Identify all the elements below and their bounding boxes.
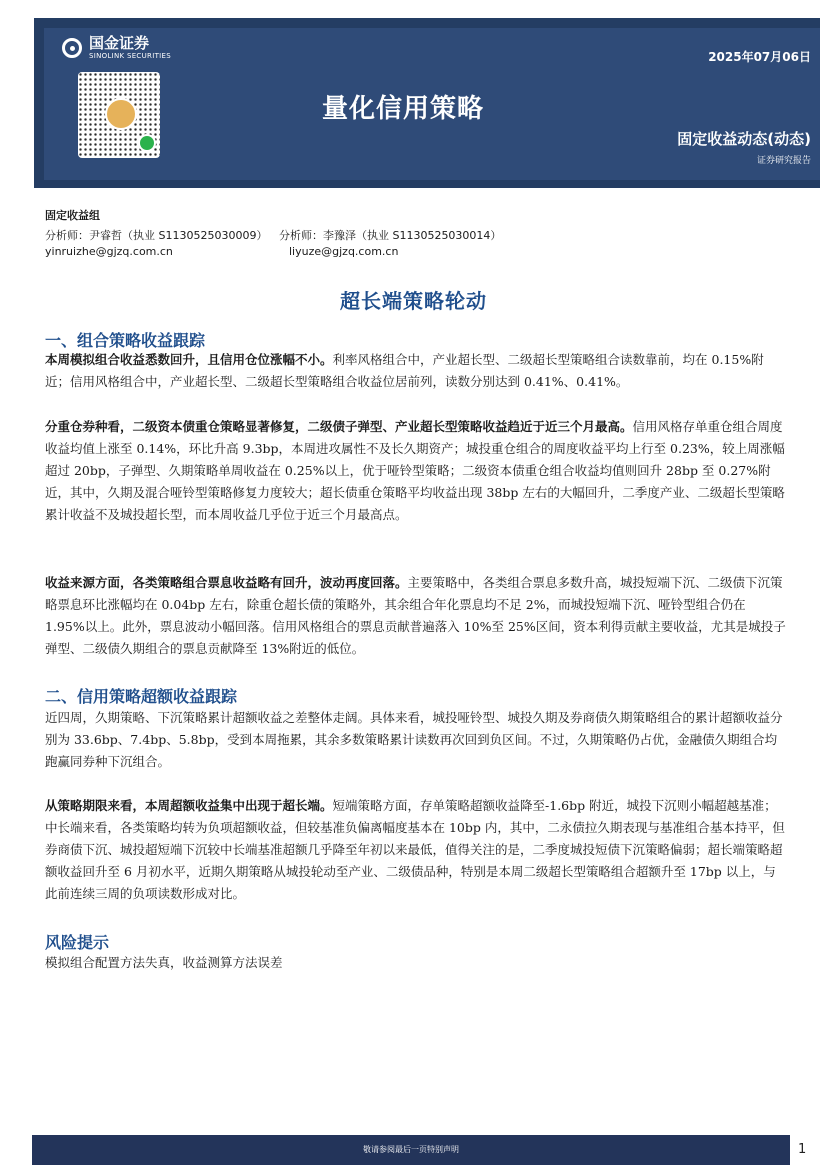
- paragraph: [45, 572, 787, 660]
- wechat-badge-icon: [138, 134, 156, 152]
- analyst-line: [45, 227, 509, 243]
- report-date: 2025年07月06日: [708, 50, 811, 64]
- analyst-1-email: yinruizhe@gjzq.com.cn: [45, 245, 173, 258]
- paragraph-body: 利率风格组合中，产业超长型、二级超长型策略组合读数靠前，均在 0.15%附近；信用风格组合中，产业超长型、二级超长型策略组合收益位居前列，读数分别达到 0.41%、0.41%。: [45, 352, 764, 389]
- paragraph: [45, 707, 787, 773]
- footer-disclaimer: 敬请参阅最后一页特别声明: [363, 1145, 459, 1154]
- paragraph-body: 信用风格存单重仓组合周度收益均值上涨至 0.14%，环比升高 9.3bp，本周进攻属性不及长久期资产；城投重仓组合的周度收益平均上行至 0.23%，较上周涨幅超过 20bp，子弹型、久期策略单周收益在 0.25%以上，优于哑铃型策略；二级资本债重仓组合收益均值则回升 28bp 至 0.27%附近，其中，久期及混合哑铃型策略修复力度较大；超长债重仓策略平均收益出现 38bp 左右的大幅回升，二季度产业、二级超长型策略累计收益不及城投超长型，而本周收益几乎位于近三个月最高点。: [45, 419, 785, 522]
- paragraph: [45, 795, 787, 905]
- email-line: [45, 245, 398, 258]
- paragraph: [45, 952, 787, 974]
- report-kind: 证券研究报告: [756, 156, 811, 166]
- logo-name-en: SINOLINK SECURITIES: [89, 52, 171, 60]
- analyst-1: 分析师：尹睿哲（执业 S1130525030009）: [45, 229, 268, 242]
- paragraph-body: 近四周，久期策略、下沉策略累计超额收益之差整体走阔。具体来看，城投哑铃型、城投久期及券商债久期策略组合的累计超额收益分别为 33.6bp、7.4bp、5.8bp，受到本周拖累，其余多数策略累计读数再次回到负区间。不过，久期策略仍占优，金融债久期组合均跑赢同券种下沉组合。: [45, 710, 783, 769]
- paragraph: [45, 416, 787, 526]
- paragraph-body: 主要策略中，各类组合票息多数升高，城投短端下沉、二级债下沉策略票息环比涨幅均在 0.04bp 左右，除重仓超长债的策略外，其余组合年化票息均不足 2%，而城投短端下沉、哑铃型组合仍在 1.95%以上。此外，票息波动小幅回落。信用风格组合的票息贡献普遍落入 10%至 25%区间，资本利得贡献主要收益，尤其是城投子弹型、二级债久期组合的票息贡献降至 13%附近的低位。: [45, 575, 786, 656]
- section-heading: 二、信用策略超额收益跟踪: [45, 687, 238, 706]
- paragraph-lead: 从策略期限来看，本周超额收益集中出现于超长端。: [45, 798, 333, 813]
- paragraph: [45, 349, 787, 393]
- research-group: 固定收益组: [45, 209, 100, 222]
- section-heading: 一、组合策略收益跟踪: [45, 331, 206, 350]
- qr-logo-icon: [105, 98, 137, 130]
- paragraph-lead: 分重仓券种看，二级资本债重仓策略显著修复，二级债子弹型、产业超长型策略收益趋近于近三个月最高。: [45, 419, 633, 434]
- footer-bar: [32, 1135, 790, 1165]
- paragraph-lead: 本周模拟组合收益悉数回升，且信用仓位涨幅不小。: [45, 352, 333, 367]
- company-logo: [62, 36, 171, 60]
- report-series-title: 量化信用策略: [322, 94, 485, 124]
- paragraph-lead: 收益来源方面，各类策略组合票息收益略有回升，波动再度回落。: [45, 575, 408, 590]
- paragraph-body: 短端策略方面，存单策略超额收益降至-1.6bp 附近，城投下沉则小幅超越基准；中长端来看，各类策略均转为负项超额收益，但较基准负偏离幅度基本在 10bp 内，其中，二永债拉久期表现与基准组合基本持平，但券商债下沉、城投超短端下沉较中长端基准超额几乎降至年初以来最低，值得关注的是，二季度城投短债下沉策略偏弱；超长端策略超额收益回升至 6 月初水平，近期久期策略从城投轮动至产业、二级债品种，特别是本周二级超长型策略组合超额升至 17bp 以上，与此前连续三周的负项读数形成对比。: [45, 798, 785, 901]
- logo-mark-icon: [62, 38, 82, 58]
- article-title: 超长端策略轮动: [340, 289, 487, 313]
- page-number: 1: [798, 1142, 807, 1157]
- logo-name-cn: 国金证券: [89, 34, 150, 52]
- qr-code-icon: [78, 72, 160, 158]
- analyst-2-email: liyuze@gjzq.com.cn: [289, 245, 399, 258]
- section-heading: 风险提示: [45, 933, 110, 952]
- report-type: 固定收益动态(动态): [677, 130, 811, 148]
- paragraph-body: 模拟组合配置方法失真，收益测算方法误差: [45, 955, 283, 970]
- analyst-2: 分析师：李豫泽（执业 S1130525030014）: [278, 229, 502, 242]
